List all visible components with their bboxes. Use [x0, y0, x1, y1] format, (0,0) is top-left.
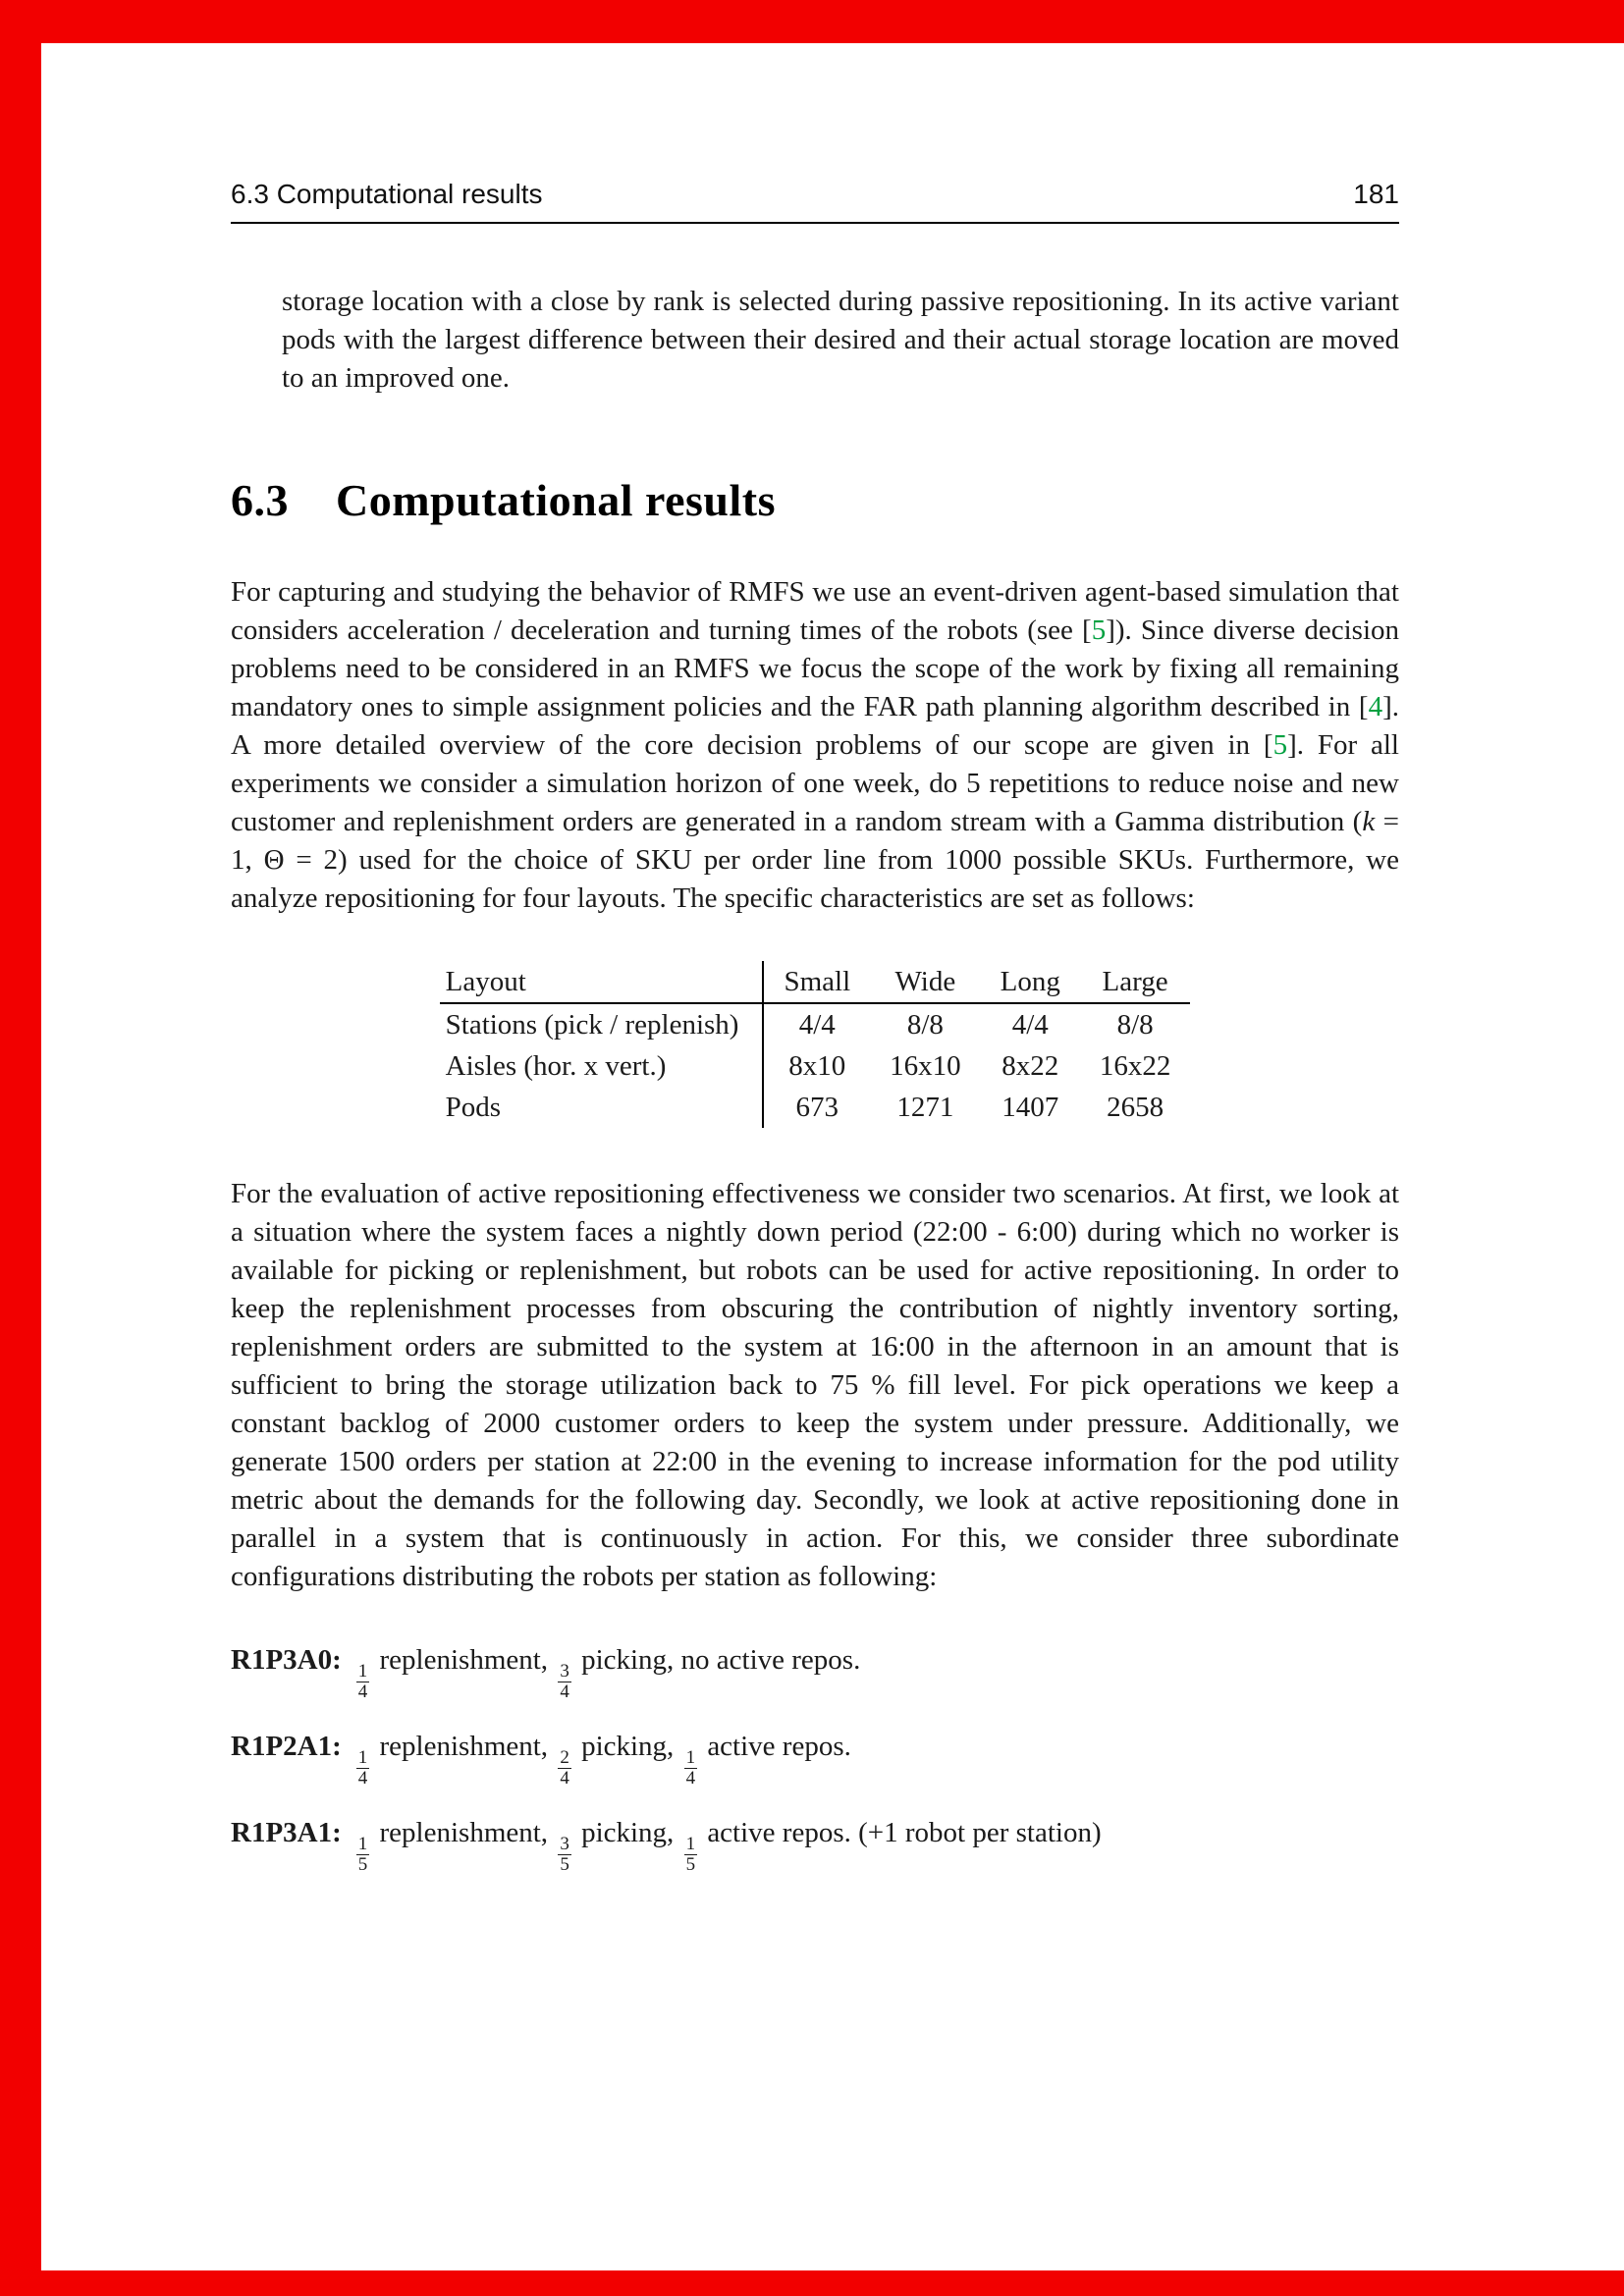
- citation-link[interactable]: 4: [1368, 691, 1383, 722]
- value-cell: 4/4: [1011, 1009, 1049, 1041]
- config-label: R1P3A1:: [231, 1817, 342, 1848]
- citation-link[interactable]: 5: [1272, 729, 1288, 761]
- table-row: [440, 1087, 1191, 1128]
- text-run: replenishment,: [372, 1644, 556, 1676]
- table-row: [440, 1003, 1191, 1045]
- row-label-cell: Aisles (hor. x vert.): [440, 1045, 764, 1087]
- row-label-cell: Pods: [440, 1087, 764, 1128]
- value-cell: 1407: [1001, 1092, 1059, 1123]
- text-run: For capturing and studying the behavior of RMFS we use an event-driven agent-based simulation that considers acceleration / deceleration and turning times of the robots (see [: [231, 576, 1399, 646]
- config-item: [231, 1728, 1399, 1789]
- config-label: R1P3A0:: [231, 1644, 342, 1676]
- text-run: picking,: [573, 1731, 681, 1762]
- value-cell: 8/8: [1116, 1009, 1154, 1041]
- value-cell: 2658: [1107, 1092, 1164, 1123]
- table-column-header: Small: [763, 961, 870, 1003]
- fraction: $\frac{1}{5}$: [685, 1834, 696, 1875]
- text-run: picking,: [573, 1817, 681, 1848]
- table-column-header: Layout: [440, 961, 764, 1003]
- text-run: picking, no active repos.: [573, 1644, 861, 1676]
- fraction: $\frac{1}{4}$: [357, 1661, 368, 1702]
- layout-characteristics-table: [440, 961, 1191, 1128]
- row-label-cell: Stations (pick / replenish): [440, 1003, 764, 1045]
- intro-paragraph: storage location with a close by rank is selected during passive repositioning. In its active variant pods with the largest difference between their desired and their actual storage location are moved to an improved one.: [282, 286, 1399, 394]
- paragraph-scenarios: For the evaluation of active repositioning effectiveness we consider two scenarios. At first, we look at a situation where the system faces a nightly down period (22:00 - 6:00) during which no worker is available for picking or replenishment, but robots can be used for active repositioning. In order to keep the replenishment processes from obscuring the contribution of nightly inventory sorting, replenishment orders are submitted to the system at 16:00 in the afternoon in an amount that is sufficient to bring the storage utilization back to 75 % fill level. For pick operations we keep a constant backlog of 2000 customer orders to keep the system under pressure. Additionally, we generate 1500 orders per station at 22:00 in the evening to increase information for the pod utility metric about the demands for the following day. Secondly, we look at active repositioning done in parallel in a system that is continuously in action. For this, we consider three subordinate configurations distributing the robots per station as following:: [231, 1178, 1399, 1592]
- section-heading: [231, 474, 1399, 526]
- text-run: = 1, Θ = 2) used for the choice of SKU per order line from 1000 possible SKUs. Furthermore, we analyze repositioning for four layouts. The specific characteristics are set as follows:: [231, 806, 1399, 914]
- config-list: [231, 1641, 1399, 1875]
- page-number: 181: [1353, 179, 1399, 209]
- text-run: active repos.: [700, 1731, 851, 1762]
- value-cell: 8x10: [788, 1050, 846, 1082]
- table-row: [440, 1045, 1191, 1087]
- section-number: 6.3: [231, 475, 289, 525]
- text-run: replenishment,: [372, 1817, 556, 1848]
- citation-link[interactable]: 5: [1091, 614, 1107, 646]
- text-run: active repos. (+1 robot per station): [700, 1817, 1102, 1848]
- math-variable: k: [1362, 806, 1376, 837]
- config-item: [231, 1814, 1399, 1875]
- value-cell: 8x22: [1001, 1050, 1059, 1082]
- config-label: R1P2A1:: [231, 1731, 342, 1762]
- config-item: [231, 1641, 1399, 1702]
- value-cell: 16x10: [890, 1050, 961, 1082]
- table-body: [440, 1003, 1191, 1128]
- document-page: [41, 43, 1624, 2270]
- table-column-header: Large: [1080, 961, 1191, 1003]
- text-run: ]). Since diverse decision problems need to be considered in an RMFS we focus the scope of the work by fixing all remaining mandatory ones to simple assignment policies and the FAR path planning algorithm described in [: [231, 614, 1399, 722]
- table-header-row: [440, 961, 1191, 1003]
- fraction: $\frac{3}{4}$: [560, 1661, 569, 1702]
- table-column-header: Long: [981, 961, 1080, 1003]
- value-cell: 8/8: [906, 1009, 944, 1041]
- value-cell: 1271: [896, 1092, 954, 1123]
- value-cell: 16x22: [1099, 1050, 1171, 1082]
- text-run: ]. A more detailed overview of the core decision problems of our scope are given in [: [231, 691, 1399, 761]
- fraction: $\frac{1}{5}$: [357, 1834, 368, 1875]
- table-column-header: Wide: [870, 961, 981, 1003]
- value-cell: 4/4: [798, 1009, 836, 1041]
- fraction: $\frac{2}{4}$: [560, 1747, 569, 1789]
- text-run: ]. For all experiments we consider a simulation horizon of one week, do 5 repetitions to reduce noise and new customer and replenishment orders are generated in a random stream with a Gamma distribution (: [231, 729, 1399, 837]
- fraction: $\frac{1}{4}$: [685, 1747, 696, 1789]
- fraction: $\frac{1}{4}$: [357, 1747, 368, 1789]
- paragraph-simulation-setup: [231, 573, 1399, 918]
- running-header: 6.3 Computational results: [231, 179, 543, 209]
- text-run: replenishment,: [372, 1731, 556, 1762]
- section-title: Computational results: [336, 475, 776, 525]
- page-header: [231, 179, 1399, 224]
- value-cell: 673: [795, 1092, 839, 1123]
- fraction: $\frac{3}{5}$: [560, 1834, 569, 1875]
